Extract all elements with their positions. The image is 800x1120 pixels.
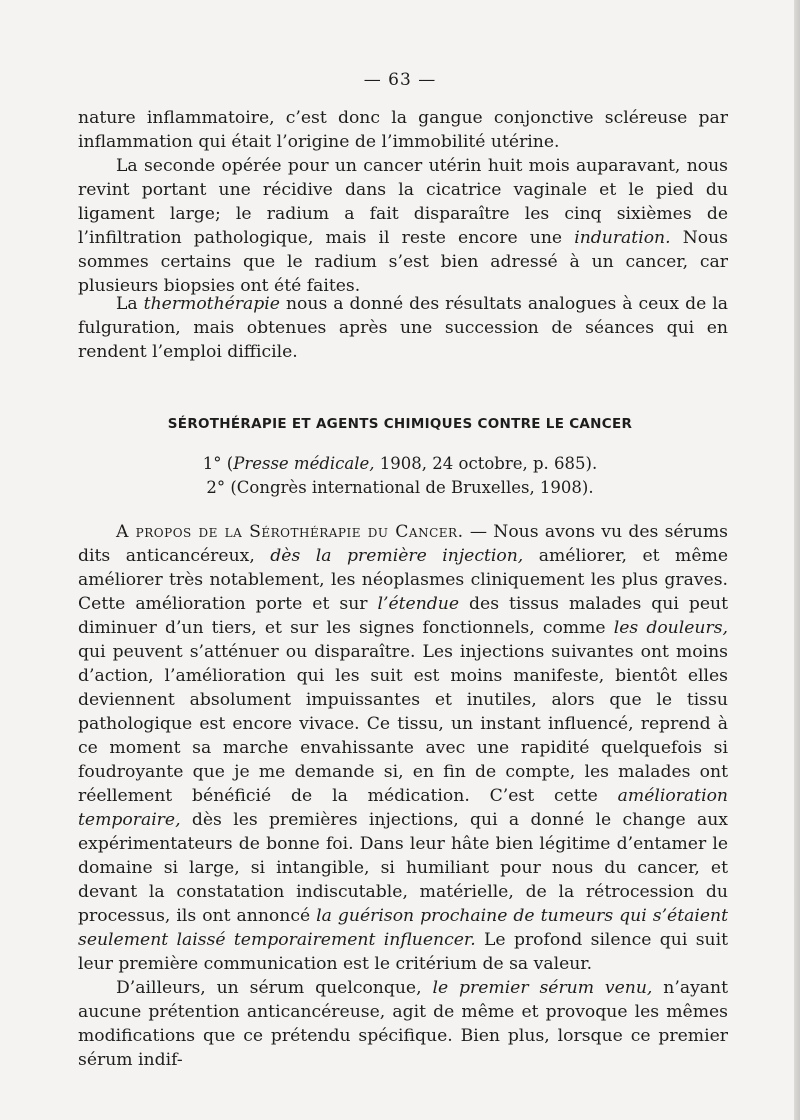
references: [0, 452, 800, 500]
page-number: — 63 —: [363, 70, 437, 90]
paragraph-3: La thermothérapie nous a donné des résultats analogues à ceux de la fulguration, mais obtenues après une succession de séances qui en rendent l’emploi difficile.: [78, 294, 729, 362]
text-block-serotherapie: [78, 520, 728, 1072]
paragraph-2: La seconde opérée pour un cancer utérin huit mois auparavant, nous revint portant une récidive dans la cicatrice vaginale et le pied du ligament large; le radium a fait disparaître les cinq sixièmes de l’infiltration pathologique, mais il reste encore une induration. Nous sommes certains que le radium s’est bien adressé à un cancer, car plusieurs biopsies ont été faites.: [78, 156, 728, 296]
page-edge-shadow: [794, 0, 800, 1120]
reference-2: 2° (Congrès international de Bruxelles, 1908).: [206, 478, 594, 497]
reference-1: 1° (Presse médicale, 1908, 24 octobre, p. 685).: [202, 454, 598, 473]
paragraph-1: nature inflammatoire, c’est donc la gangue conjonctive scléreuse par inflammation qui était l’origine de l’immobilité utérine.: [78, 108, 728, 152]
paragraph-5: D’ailleurs, un sérum quelconque, le premier sérum venu, n’ayant aucune prétention anticancéreuse, agit de même et provoque les mêmes modifications que ce prétendu spécifique. Bien plus, lorsque ce premier sérum indif-: [78, 978, 728, 1070]
paragraph-4: A propos de la Sérothérapie du Cancer. — Nous avons vu des sérums dits anticancéreux, dès la première injection, améliorer, et même améliorer très notablement, les néoplasmes cliniquement les plus graves. Cette amélioration porte et sur l’étendue des tissus malades qui peut diminuer d’un tiers, et sur les signes fonctionnels, comme les douleurs, qui peuvent s’atténuer ou disparaître. Les injections suivantes ont moins d’action, l’amélioration qui les suit est moins manifeste, bientôt elles deviennent absolument impuissantes et inutiles, alors que le tissu pathologique est encore vivace. Ce tissu, un instant influencé, reprend à ce moment sa marche envahissante avec une rapidité quelquefois si foudroyante que je me demande si, en fin de compte, les malades ont réellement bénéficié de la médication. C’est cette amélioration temporaire, dès les premières injections, qui a donné le change aux expérimentateurs de bonne foi. Dans leur hâte bien légitime d’entamer le domaine si large, si intangible, si humiliant pour nous du cancer, et devant la constatation indiscutable, matérielle, de la rétrocession du processus, ils ont annoncé la guérison prochaine de tumeurs qui s’étaient seulement laissé temporairement influencer. Le profond silence qui suit leur première communication est le critérium de sa valeur.: [78, 522, 729, 974]
text-block-thermotherapie: [78, 292, 728, 364]
section-heading: SÉROTHÉRAPIE ET AGENTS CHIMIQUES CONTRE LE CANCER: [167, 416, 633, 432]
text-block-top: [78, 106, 728, 298]
